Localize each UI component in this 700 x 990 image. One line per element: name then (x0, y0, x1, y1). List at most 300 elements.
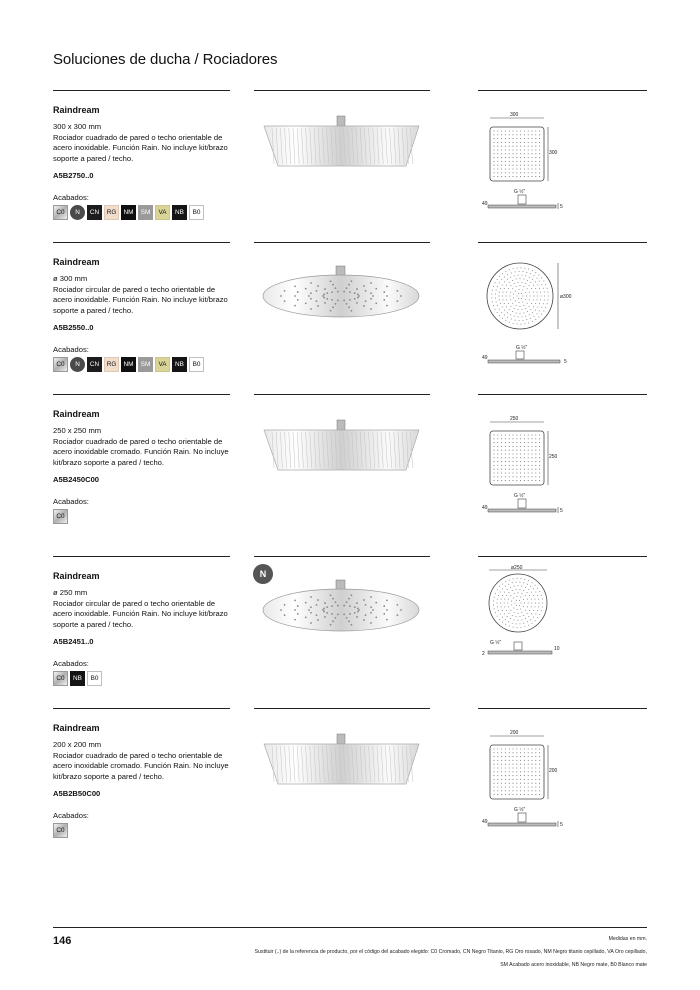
nozzle (346, 287, 348, 289)
plan-nozzle (528, 779, 529, 780)
nozzle (330, 624, 332, 626)
plan-nozzle (497, 434, 498, 435)
plan-nozzle (528, 461, 529, 462)
plan-nozzle (524, 172, 525, 173)
plan-nozzle (543, 310, 544, 311)
plan-nozzle (512, 457, 513, 458)
finish-swatch-nm: NM (121, 205, 136, 220)
plan-nozzle (531, 603, 532, 604)
plan-nozzle (516, 783, 517, 784)
plan-nozzle (521, 298, 522, 299)
plan-nozzle (509, 142, 510, 143)
plan-nozzle (501, 138, 502, 139)
plan-nozzle (498, 610, 499, 611)
plan-nozzle (539, 168, 540, 169)
plan-nozzle (504, 288, 505, 289)
plan-nozzle (520, 771, 521, 772)
plan-nozzle (545, 307, 546, 308)
product-dimension: ø 250 mm (53, 588, 88, 597)
plan-nozzle (535, 783, 536, 784)
plan-nozzle (509, 775, 510, 776)
page-number: 146 (53, 935, 72, 947)
plan-nozzle (516, 752, 517, 753)
plan-nozzle (524, 465, 525, 466)
plan-nozzle (528, 625, 529, 626)
plan-nozzle (535, 172, 536, 173)
plan-nozzle (524, 134, 525, 135)
plan-nozzle (531, 138, 532, 139)
plan-nozzle (524, 779, 525, 780)
product-info (53, 409, 233, 524)
finish-swatch-c0: C0 (53, 509, 68, 524)
plan-nozzle (507, 603, 508, 604)
plan-nozzle (539, 472, 540, 473)
plan-nozzle (519, 302, 520, 303)
plan-nozzle (524, 165, 525, 166)
new-badge: N (253, 564, 273, 584)
plan-nozzle (529, 292, 530, 293)
plan-nozzle (516, 130, 517, 131)
plan-nozzle (512, 771, 513, 772)
side-profile (488, 651, 552, 654)
product-name: Raindream (53, 257, 100, 267)
plan-nozzle (516, 465, 517, 466)
plan-nozzle (532, 279, 533, 280)
plan-nozzle (527, 288, 528, 289)
depth-label: 49 (482, 505, 488, 511)
plan-nozzle (528, 161, 529, 162)
nozzle (332, 620, 334, 622)
dim-width-label: 200 (510, 730, 519, 736)
plan-nozzle (505, 790, 506, 791)
plan-nozzle (529, 610, 530, 611)
nozzle (370, 606, 372, 608)
plan-nozzle (501, 446, 502, 447)
plan-nozzle (493, 480, 494, 481)
plan-nozzle (535, 790, 536, 791)
depth-label: 2 (482, 651, 485, 657)
shower-head-body (263, 589, 419, 631)
plan-nozzle (531, 606, 532, 607)
plan-nozzle (535, 767, 536, 768)
plan-nozzle (524, 442, 525, 443)
plan-nozzle (535, 465, 536, 466)
plan-nozzle (524, 161, 525, 162)
plan-nozzle (537, 588, 538, 589)
plan-nozzle (539, 756, 540, 757)
plan-nozzle (497, 165, 498, 166)
plan-nozzle (500, 591, 501, 592)
plan-nozzle (497, 476, 498, 477)
plan-nozzle (522, 271, 523, 272)
plan-nozzle (520, 596, 521, 597)
plan-nozzle (536, 299, 537, 300)
plan-nozzle (541, 277, 542, 278)
plan-nozzle (531, 450, 532, 451)
thickness-label: 10 (554, 646, 560, 652)
plan-nozzle (510, 618, 511, 619)
plan-nozzle (499, 315, 500, 316)
plan-nozzle (526, 319, 527, 320)
plan-nozzle (531, 623, 532, 624)
plan-nozzle (531, 168, 532, 169)
plan-nozzle (509, 309, 510, 310)
product-code: A5B2B50C00 (53, 789, 101, 799)
plan-nozzle (528, 134, 529, 135)
dim-diameter-label: ø250 (511, 565, 523, 571)
plan-nozzle (510, 306, 511, 307)
plan-nozzle (501, 438, 502, 439)
finish-swatches (53, 823, 233, 838)
plan-nozzle (528, 790, 529, 791)
plan-nozzle (516, 161, 517, 162)
plan-nozzle (515, 271, 516, 272)
plan-nozzle (493, 752, 494, 753)
side-connector (518, 499, 526, 508)
plan-nozzle (520, 748, 521, 749)
plan-nozzle (520, 438, 521, 439)
plan-nozzle (497, 157, 498, 158)
plan-nozzle (520, 434, 521, 435)
plan-nozzle (531, 764, 532, 765)
finish-swatch-nb: NB (172, 205, 187, 220)
plan-nozzle (535, 764, 536, 765)
plan-nozzle (497, 767, 498, 768)
nozzle (358, 295, 360, 297)
plan-nozzle (497, 134, 498, 135)
finish-swatch-sm: SM (138, 205, 153, 220)
plan-nozzle (501, 472, 502, 473)
plan-nozzle (501, 453, 502, 454)
plan-nozzle (535, 310, 536, 311)
plan-nozzle (509, 461, 510, 462)
nozzle (332, 284, 334, 286)
plan-nozzle (516, 165, 517, 166)
plan-nozzle (497, 599, 498, 600)
plan-nozzle (504, 315, 505, 316)
row-rule-photo (254, 394, 430, 395)
row-rule-photo (254, 242, 430, 243)
plan-nozzle (509, 767, 510, 768)
plan-nozzle (523, 599, 524, 600)
product-description: Rociador cuadrado de pared o techo orientable de acero inoxidable. Función Rain. No incluye kit/brazo soporte a pared / techo. (53, 132, 228, 163)
plan-nozzle (529, 299, 530, 300)
shower-head-body (263, 275, 419, 317)
nozzle (284, 290, 286, 292)
plan-nozzle (539, 138, 540, 139)
plan-nozzle (524, 603, 525, 604)
plan-nozzle (508, 621, 509, 622)
plan-nozzle (493, 146, 494, 147)
plan-nozzle (547, 292, 548, 293)
product-description-block (53, 426, 233, 468)
plan-nozzle (497, 760, 498, 761)
plan-nozzle (542, 606, 543, 607)
plan-nozzle (539, 465, 540, 466)
plan-nozzle (516, 279, 517, 280)
plan-nozzle (517, 267, 518, 268)
plan-nozzle (524, 268, 525, 269)
nozzle (386, 305, 388, 307)
plan-nozzle (539, 434, 540, 435)
nozzle (305, 616, 307, 618)
plan-nozzle (533, 610, 534, 611)
plan-nozzle (509, 783, 510, 784)
nozzle (386, 285, 388, 287)
row-rule-drawing (478, 708, 647, 709)
plan-nozzle (509, 760, 510, 761)
plan-nozzle (505, 748, 506, 749)
nozzle (365, 290, 367, 292)
plan-nozzle (545, 284, 546, 285)
plan-nozzle (510, 292, 511, 293)
plan-nozzle (505, 142, 506, 143)
plan-nozzle (493, 457, 494, 458)
plan-nozzle (512, 446, 513, 447)
plan-nozzle (493, 790, 494, 791)
plan-nozzle (521, 282, 522, 283)
plan-nozzle (526, 272, 527, 273)
plan-nozzle (529, 285, 530, 286)
plan-nozzle (497, 312, 498, 313)
plan-nozzle (505, 767, 506, 768)
plan-nozzle (539, 281, 540, 282)
plan-nozzle (493, 472, 494, 473)
nozzle (332, 598, 334, 600)
plan-nozzle (518, 585, 519, 586)
plan-nozzle (537, 307, 538, 308)
plan-nozzle (509, 480, 510, 481)
plan-nozzle (509, 157, 510, 158)
plan-nozzle (493, 450, 494, 451)
plan-nozzle (509, 779, 510, 780)
plan-nozzle (497, 764, 498, 765)
plan-nozzle (501, 767, 502, 768)
plan-nozzle (516, 450, 517, 451)
plan-nozzle (518, 309, 519, 310)
plan-nozzle (531, 146, 532, 147)
plan-nozzle (520, 457, 521, 458)
finish-swatches (53, 357, 233, 372)
plan-nozzle (516, 767, 517, 768)
plan-nozzle (535, 760, 536, 761)
plan-nozzle (520, 790, 521, 791)
plan-nozzle (499, 282, 500, 283)
plan-nozzle (535, 585, 536, 586)
plan-nozzle (512, 149, 513, 150)
row-rule-text (53, 242, 230, 243)
plan-nozzle (537, 296, 538, 297)
plan-nozzle (535, 165, 536, 166)
footer-rule (53, 927, 647, 928)
plan-nozzle (518, 613, 519, 614)
plan-nozzle (535, 138, 536, 139)
plan-nozzle (512, 786, 513, 787)
plan-nozzle (541, 610, 542, 611)
plan-nozzle (521, 619, 522, 620)
plan-nozzle (502, 588, 503, 589)
plan-nozzle (495, 282, 496, 283)
plan-nozzle (512, 450, 513, 451)
nozzle (349, 613, 351, 615)
nozzle (331, 299, 333, 301)
nozzle (324, 602, 326, 604)
plan-nozzle (523, 590, 524, 591)
plan-nozzle (505, 624, 506, 625)
plan-nozzle (510, 285, 511, 286)
plan-nozzle (524, 748, 525, 749)
nozzle (370, 308, 372, 310)
nozzle (297, 291, 299, 293)
nozzle (324, 616, 326, 618)
footer-note-line1: Sustituir (..) de la referencia de producto, por el código del acabado elegido: C0 Cromado, CN Negro Titanio, RG Oro rosado, NM Negro titanio cepillado, VA Oro cepillado, (254, 949, 647, 955)
plan-nozzle (503, 299, 504, 300)
plan-nozzle (510, 595, 511, 596)
finishes-label: Acabados: (53, 811, 89, 821)
plan-nozzle (535, 272, 536, 273)
plan-nozzle (518, 298, 519, 299)
side-profile (488, 360, 560, 363)
plan-nozzle (538, 599, 539, 600)
dim-diameter-label: ø300 (560, 294, 572, 300)
plan-nozzle (543, 303, 544, 304)
plan-nozzle (517, 324, 518, 325)
plan-nozzle (504, 592, 505, 593)
plan-nozzle (531, 756, 532, 757)
plan-nozzle (531, 303, 532, 304)
plan-nozzle (513, 297, 514, 298)
plan-nozzle (514, 275, 515, 276)
plan-nozzle (518, 275, 519, 276)
plan-nozzle (539, 161, 540, 162)
plan-nozzle (493, 469, 494, 470)
plan-nozzle (509, 579, 510, 580)
plan-nozzle (535, 176, 536, 177)
plan-nozzle (535, 794, 536, 795)
plan-nozzle (523, 582, 524, 583)
plan-nozzle (513, 268, 514, 269)
plan-nozzle (506, 610, 507, 611)
nozzle (330, 280, 332, 282)
plan-nozzle (512, 623, 513, 624)
product-name: Raindream (53, 723, 100, 733)
plan-nozzle (495, 297, 496, 298)
plan-nozzle (535, 168, 536, 169)
nozzle (363, 619, 365, 621)
dim-height-label: 200 (549, 768, 558, 774)
plan-nozzle (509, 165, 510, 166)
plan-nozzle (535, 786, 536, 787)
plan-nozzle (502, 622, 503, 623)
plan-nozzle (493, 305, 494, 306)
plan-nozzle (519, 271, 520, 272)
plan-nozzle (539, 457, 540, 458)
plan-nozzle (524, 446, 525, 447)
plan-nozzle (528, 603, 529, 604)
depth-label: 49 (482, 201, 488, 207)
plan-nozzle (511, 604, 512, 605)
plan-nozzle (520, 472, 521, 473)
plan-nozzle (512, 172, 513, 173)
plan-nozzle (513, 323, 514, 324)
product-name: Raindream (53, 571, 100, 581)
plan-nozzle (505, 775, 506, 776)
plan-nozzle (505, 581, 506, 582)
plan-nozzle (523, 305, 524, 306)
plan-nozzle (501, 165, 502, 166)
product-name: Raindream (53, 105, 100, 115)
plan-nozzle (516, 434, 517, 435)
row-rule-drawing (478, 394, 647, 395)
plan-nozzle (524, 476, 525, 477)
plan-nozzle (501, 434, 502, 435)
plan-nozzle (516, 146, 517, 147)
nozzle (349, 299, 351, 301)
plan-nozzle (528, 142, 529, 143)
plan-nozzle (501, 176, 502, 177)
nozzle (330, 310, 332, 312)
plan-nozzle (528, 146, 529, 147)
plan-nozzle (495, 309, 496, 310)
plan-nozzle (509, 786, 510, 787)
plan-nozzle (505, 476, 506, 477)
plan-nozzle (509, 134, 510, 135)
nozzle (310, 292, 312, 294)
plan-nozzle (520, 130, 521, 131)
plan-nozzle (493, 748, 494, 749)
nozzle (337, 605, 339, 607)
plan-nozzle (512, 794, 513, 795)
plan-nozzle (528, 453, 529, 454)
plan-nozzle (520, 146, 521, 147)
plan-nozzle (528, 752, 529, 753)
nozzle (375, 602, 377, 604)
plan-nozzle (533, 617, 534, 618)
plan-nozzle (512, 280, 513, 281)
plan-nozzle (522, 320, 523, 321)
plan-nozzle (512, 153, 513, 154)
plan-nozzle (497, 138, 498, 139)
technical-drawing (478, 400, 646, 525)
plan-nozzle (509, 322, 510, 323)
plan-nozzle (538, 275, 539, 276)
nozzle (356, 302, 358, 304)
plan-nozzle (535, 134, 536, 135)
plan-nozzle (512, 752, 513, 753)
finish-swatch-nb: NB (70, 671, 85, 686)
plan-nozzle (501, 161, 502, 162)
nozzle (351, 280, 353, 282)
plan-nozzle (505, 779, 506, 780)
plan-nozzle (507, 616, 508, 617)
plan-nozzle (500, 614, 501, 615)
plan-nozzle (541, 296, 542, 297)
plan-nozzle (520, 168, 521, 169)
plan-nozzle (528, 157, 529, 158)
plan-nozzle (512, 582, 513, 583)
plan-nozzle (501, 756, 502, 757)
nozzle (348, 306, 350, 308)
row-rule-drawing (478, 90, 647, 91)
plan-nozzle (509, 153, 510, 154)
nozzle (365, 614, 367, 616)
plan-nozzle (521, 293, 522, 294)
plan-nozzle (520, 786, 521, 787)
nozzle (358, 609, 360, 611)
plan-nozzle (496, 301, 497, 302)
nozzle (323, 294, 325, 296)
plan-nozzle (509, 438, 510, 439)
